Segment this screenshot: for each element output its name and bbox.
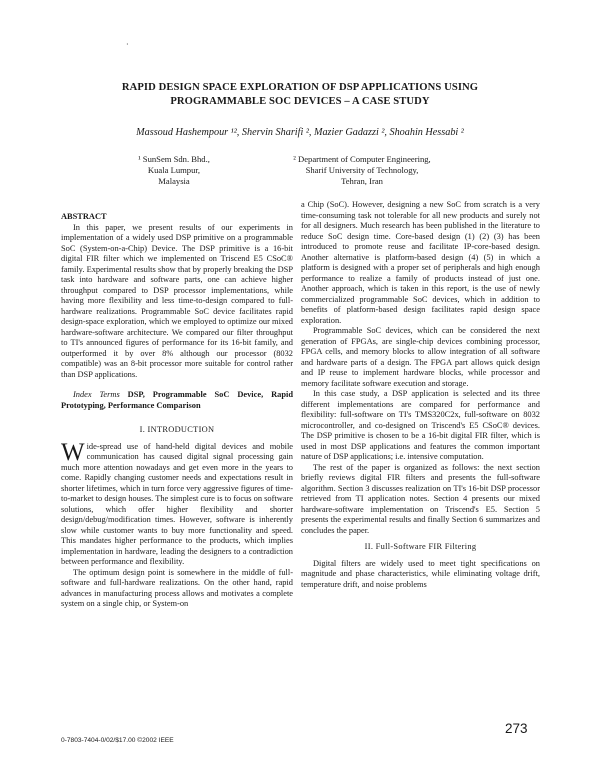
title-line-2: PROGRAMMABLE SOC DEVICES – A CASE STUDY [170,96,430,107]
index-terms [61,390,293,411]
affiliation-1-line-2: Kuala Lumpur, [147,164,201,175]
affiliation-1-line-1: ¹ SunSem Sdn. Bhd., [138,154,210,164]
affiliation-2 [288,154,436,186]
introduction-para-1 [61,438,293,568]
stray-mark: · [126,40,129,49]
index-terms-text: DSP, Programmable SoC Device, Rapid Prototyping, Performance Comparison [61,390,293,410]
right-column [301,200,540,590]
copyright-line: 0-7803-7404-0/02/$17.00 ©2002 IEEE [61,737,174,744]
index-terms-label: Index Terms [73,390,120,399]
affiliation-1-line-3: Malaysia [158,175,190,186]
affiliation-2-line-3: Tehran, Iran [341,175,383,186]
page-number: 273 [505,721,528,736]
introduction-heading: I. INTRODUCTION [139,425,215,434]
introduction-para-1-text: ide-spread use of hand-held digital devices and mobile communication has caused digital signal processing gain much more attention nowadays and get even more in the years to come. Rapidly changing customer needs and expectations result in shorter lifetimes, which in turn force very aggressive figures of time-to-market to design houses. The simplest cure is to focus on software solutions, which offer higher flexibility and shorter design/debug/modification times. However, software is inherently slow while customer wants to buy more functionality and speed. This mandates higher performance to the products, which implies implementation in hardware, leading the designers to a contradiction between performance and flexibility. [61,441,293,566]
author-list: Massoud Hashempour ¹², Shervin Sharifi ², Mazier Gadazzi ², Shoahin Hessabi ² [136,127,464,138]
abstract-heading: ABSTRACT [61,212,107,221]
right-para-3: In this case study, a DSP application is selected and its three different implementations are compared for performance and flexibility: full-software on TI's TMS320C2x, full-software on 8032 microcontroller, and co-designed on Triscend's E5 CSoC® devices. The DSP primitive is chosen to be a 16-bit digital FIR filter, which is used in most DSP applications and features the common important nature of DSP applications; i.e. intensive computation. [301,389,540,461]
abstract-text: In this paper, we present results of our experiments in implementation of a widely used DSP primitive on a programmable SoC (System-on-a-Chip) Device. The DSP primitive is a 16-bit digital FIR filter which we implemented on Triscend E5 CSoC® family. Experimental results show that by properly breaking the DSP task into hardware and software parts, one can achieve higher throughput compared to DSP processor implementations, while having more flexibility and less time-to-design compared to full-hardware realizations. Programmable SoC device facilitates rapid design-space exploration, which we employed to optimize our mixed hardware-software architecture. We compared our filter throughput to TI's announced figures of performance for its 16-bit family, and outperformed it by over 8% although our processor (8032 compatible) was an 8-bit processor more suitable for control rather than DSP applications. [61,222,293,379]
affiliation-2-line-2: Sharif University of Technology, [305,164,419,175]
introduction-para-2: The optimum design point is somewhere in the middle of full-software and full-hardware realizations. On the other hand, rapid advances in manufacturing process allows and motivates a complete system on a single chip, or System-on [61,567,293,608]
drop-cap: W [61,438,85,466]
right-para-5: Digital filters are widely used to meet tight specifications on magnitude and phase characteristics, while eliminating voltage drift, temperature drift, and noise problems [301,558,540,589]
affiliation-1 [118,154,230,186]
affiliation-2-line-1: ² Department of Computer Engineering, [293,154,431,164]
right-para-1: a Chip (SoC). However, designing a new SoC from scratch is a very time-consuming task not tolerable for all new products and surely not for all designers. Much research has been published in the literature to reduce SoC design time. Core-based design (1) (2) (3) has been introduced to promote reuse and facilitate IP-core-based design. Another alternative is platform-based design (4) (5) in which a platform is designed with a proper set of peripherals and high enough performance to realize a family of products instead of just one. Another approach, which is taken in this report, is the use of newly commercialized programmable SoC devices, which in addition to benefits of platform-based design facilitates rapid design space exploration. [301,200,540,325]
left-column [61,212,293,610]
right-para-2: Programmable SoC devices, which can be considered the next generation of FPGAs, are single-chip devices combining processor, FPGA cells, and memory blocks to allow integration of all software and hardware parts of a design. The FPGA part allows quick design and IP reuse to implement hardware blocks, while processor and memory facilitate software execution and storage. [301,326,540,388]
right-para-4: The rest of the paper is organized as follows: the next section briefly reviews digital FIR filters and presents the full-software algorithm. Section 3 discusses realization on TI's 16-bit DSP processor retrieved from TI application notes. Section 4 presents our mixed hardware-software implementation on Triscend's E5. Section 5 presents the experimental results and finally Section 6 summarizes and concludes the paper. [301,462,540,535]
paper-title [40,81,560,109]
section-2-heading: II. Full-Software FIR Filtering [364,542,477,551]
title-line-1: RAPID DESIGN SPACE EXPLORATION OF DSP APPLICATIONS USING [121,82,479,93]
